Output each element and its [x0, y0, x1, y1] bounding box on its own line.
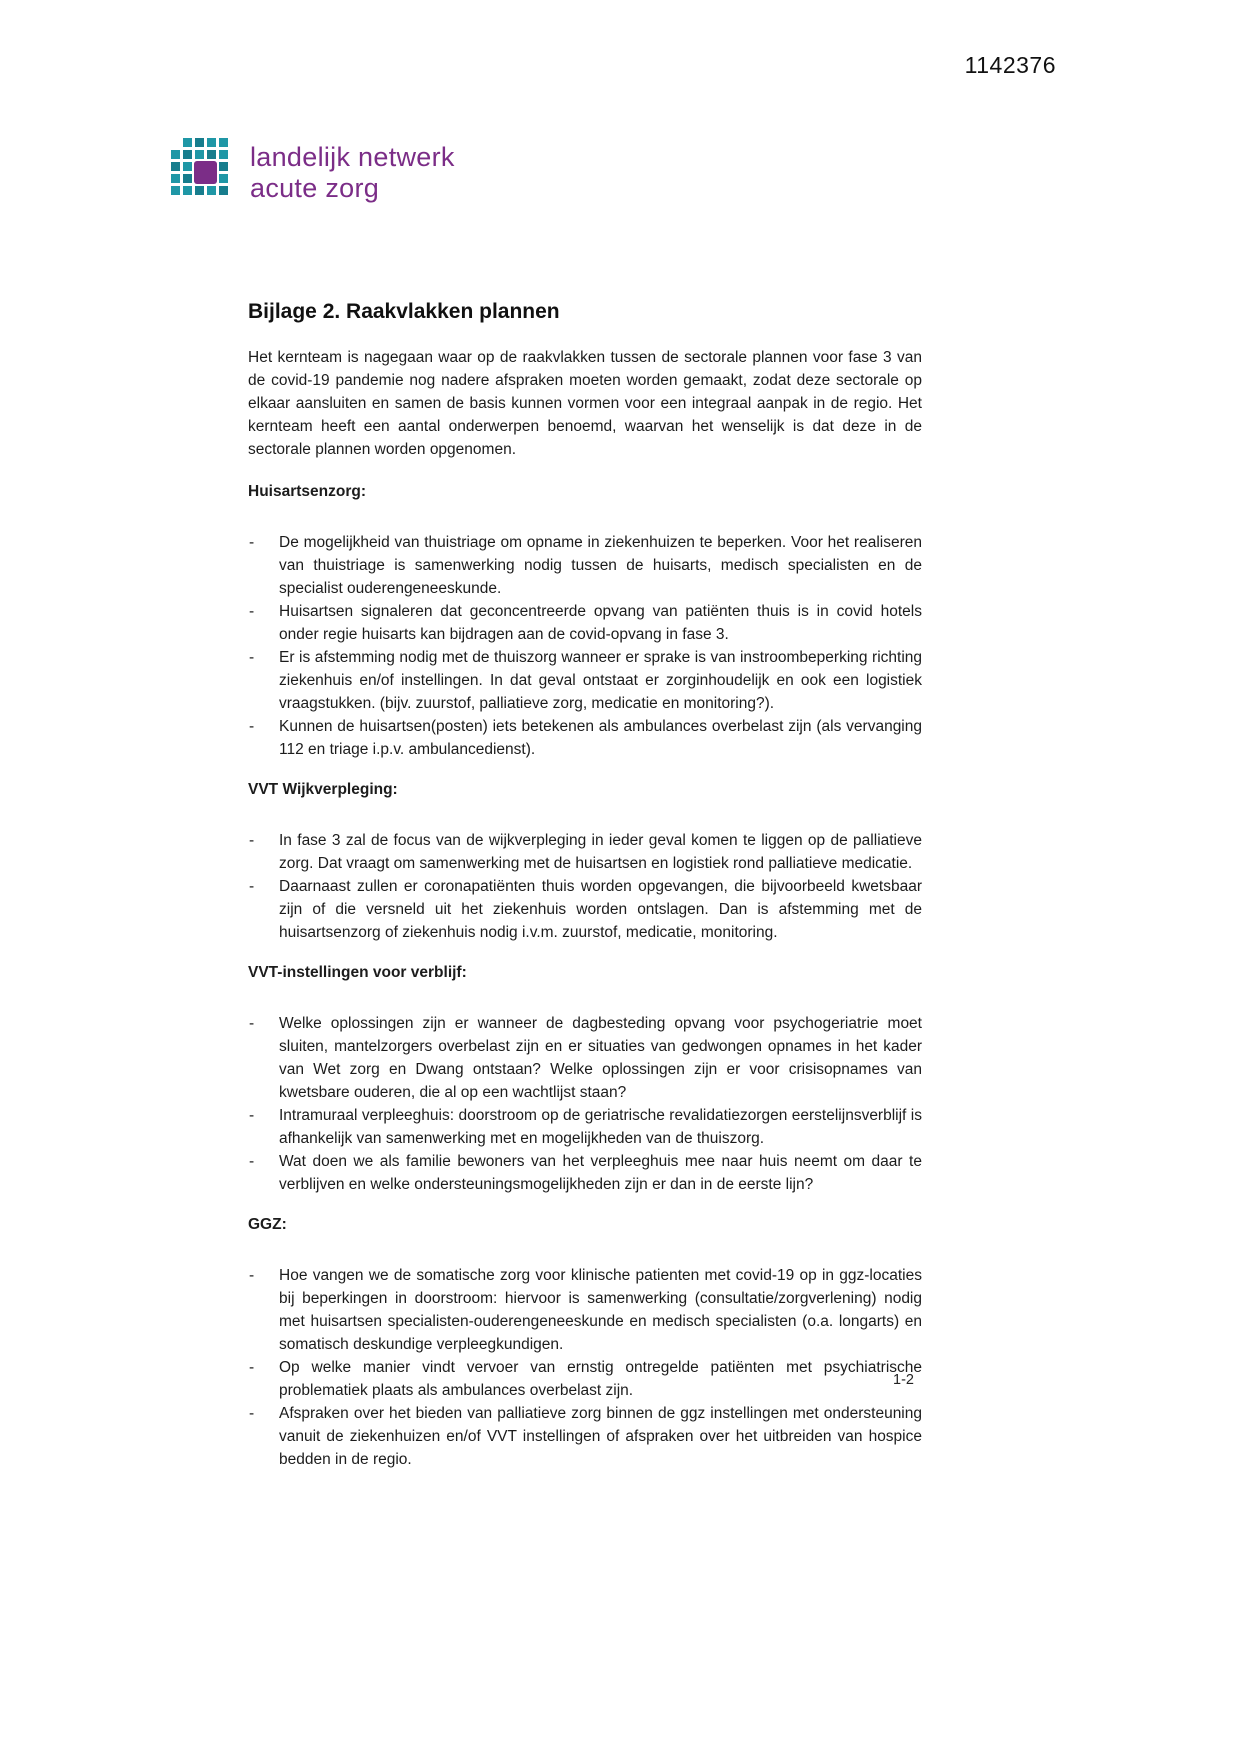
page-title: Bijlage 2. Raakvlakken plannen — [248, 300, 560, 323]
section-ggz — [248, 1216, 922, 1471]
list-item: - Huisartsen signaleren dat geconcentreerde opvang van patiënten thuis is in covid hotels onder regie huisarts kan bijdragen aan de covid-opvang in fase 3. — [248, 600, 922, 646]
section-huisartsenzorg — [248, 483, 922, 761]
list-item: - Kunnen de huisartsen(posten) iets betekenen als ambulances overbelast zijn (als vervanging 112 en triage i.p.v. ambulancedienst). — [248, 715, 922, 761]
logo-text — [250, 142, 455, 204]
section-vvt-instellingen — [248, 964, 922, 1196]
section-heading: VVT-instellingen voor verblijf: — [248, 964, 467, 981]
list-item: - Er is afstemming nodig met de thuiszorg wanneer er sprake is van instroombeperking richting ziekenhuis en/of instellingen. In dat geval ontstaat er zorginhoudelijk en ook een logistiek vraagstukken. (bijv. zuurstof, palliatieve zorg, medicatie en monitoring?). — [248, 646, 922, 715]
page-number: 1-2 — [893, 1372, 914, 1388]
list-item: - Hoe vangen we de somatische zorg voor klinische patienten met covid-19 op in ggz-locaties bij beperkingen in doorstroom: hiervoor is samenwerking (consultatie/zorgverlening) nodig met huisartsen specialisten-ouderengeneeskunde en medisch specialisten (o.a. longarts) en somatisch deskundige verpleegkundigen. — [248, 1264, 922, 1356]
document-number: 1142376 — [964, 52, 1056, 78]
list-item: - Intramuraal verpleeghuis: doorstroom op de geriatrische revalidatiezorgen eerstelijnsverblijf is afhankelijk van samenwerking met en mogelijkheden van de thuiszorg. — [248, 1104, 922, 1150]
logo-text-line1: landelijk netwerk — [250, 141, 455, 172]
list-item: - Welke oplossingen zijn er wanneer de dagbesteding opvang voor psychogeriatrie moet sluiten, mantelzorgers overbelast zijn en er situaties van gedwongen opnames in het kader van Wet zorg en Dwang ontstaan? Welke oplossingen zijn er voor crisisopnames van kwetsbare ouderen, die al op een wachtlijst staan? — [248, 1012, 922, 1104]
list-item: - In fase 3 zal de focus van de wijkverpleging in ieder geval komen te liggen op de palliatieve zorg. Dat vraagt om samenwerking met de huisartsen en logistiek rond palliatieve medicatie. — [248, 829, 922, 875]
section-heading: VVT Wijkverpleging: — [248, 781, 398, 798]
logo — [170, 138, 455, 207]
list-item: - Afspraken over het bieden van palliatieve zorg binnen de ggz instellingen met ondersteuning vanuit de ziekenhuizen en/of VVT instellingen of afspraken over het uitbreiden van hospice bedden in de regio. — [248, 1402, 922, 1471]
logo-grid-icon — [170, 138, 232, 207]
document-content — [248, 300, 922, 1481]
list-item: - Wat doen we als familie bewoners van het verpleeghuis mee naar huis neemt om daar te verblijven en welke ondersteuningsmogelijkheden zijn er dan in de eerste lijn? — [248, 1150, 922, 1196]
section-vvt-wijkverpleging — [248, 781, 922, 944]
intro-paragraph: Het kernteam is nagegaan waar op de raakvlakken tussen de sectorale plannen voor fase 3 van de covid-19 pandemie nog nadere afspraken moeten worden gemaakt, zodat deze sectorale op elkaar aansluiten en samen de basis kunnen vormen voor een integraal aanpak in de regio. Het kernteam heeft een aantal onderwerpen benoemd, waarvan het wenselijk is dat deze in de sectorale plannen worden opgenomen. — [248, 349, 922, 458]
list-item: - Op welke manier vindt vervoer van ernstig ontregelde patiënten met psychiatrische problematiek plaats als ambulances overbelast zijn. — [248, 1356, 922, 1402]
list-item: - De mogelijkheid van thuistriage om opname in ziekenhuizen te beperken. Voor het realiseren van thuistriage is samenwerking nodig tussen de huisarts, medisch specialisten en de specialist ouderengeneeskunde. — [248, 531, 922, 600]
section-heading: GGZ: — [248, 1216, 287, 1233]
logo-text-line2: acute zorg — [250, 172, 380, 203]
list-item: - Daarnaast zullen er coronapatiënten thuis worden opgevangen, die bijvoorbeeld kwetsbaar zijn of die versneld uit het ziekenhuis worden ontslagen. Dan is afstemming met de huisartsenzorg of ziekenhuis nodig i.v.m. zuurstof, medicatie, monitoring. — [248, 875, 922, 944]
section-heading: Huisartsenzorg: — [248, 483, 366, 500]
